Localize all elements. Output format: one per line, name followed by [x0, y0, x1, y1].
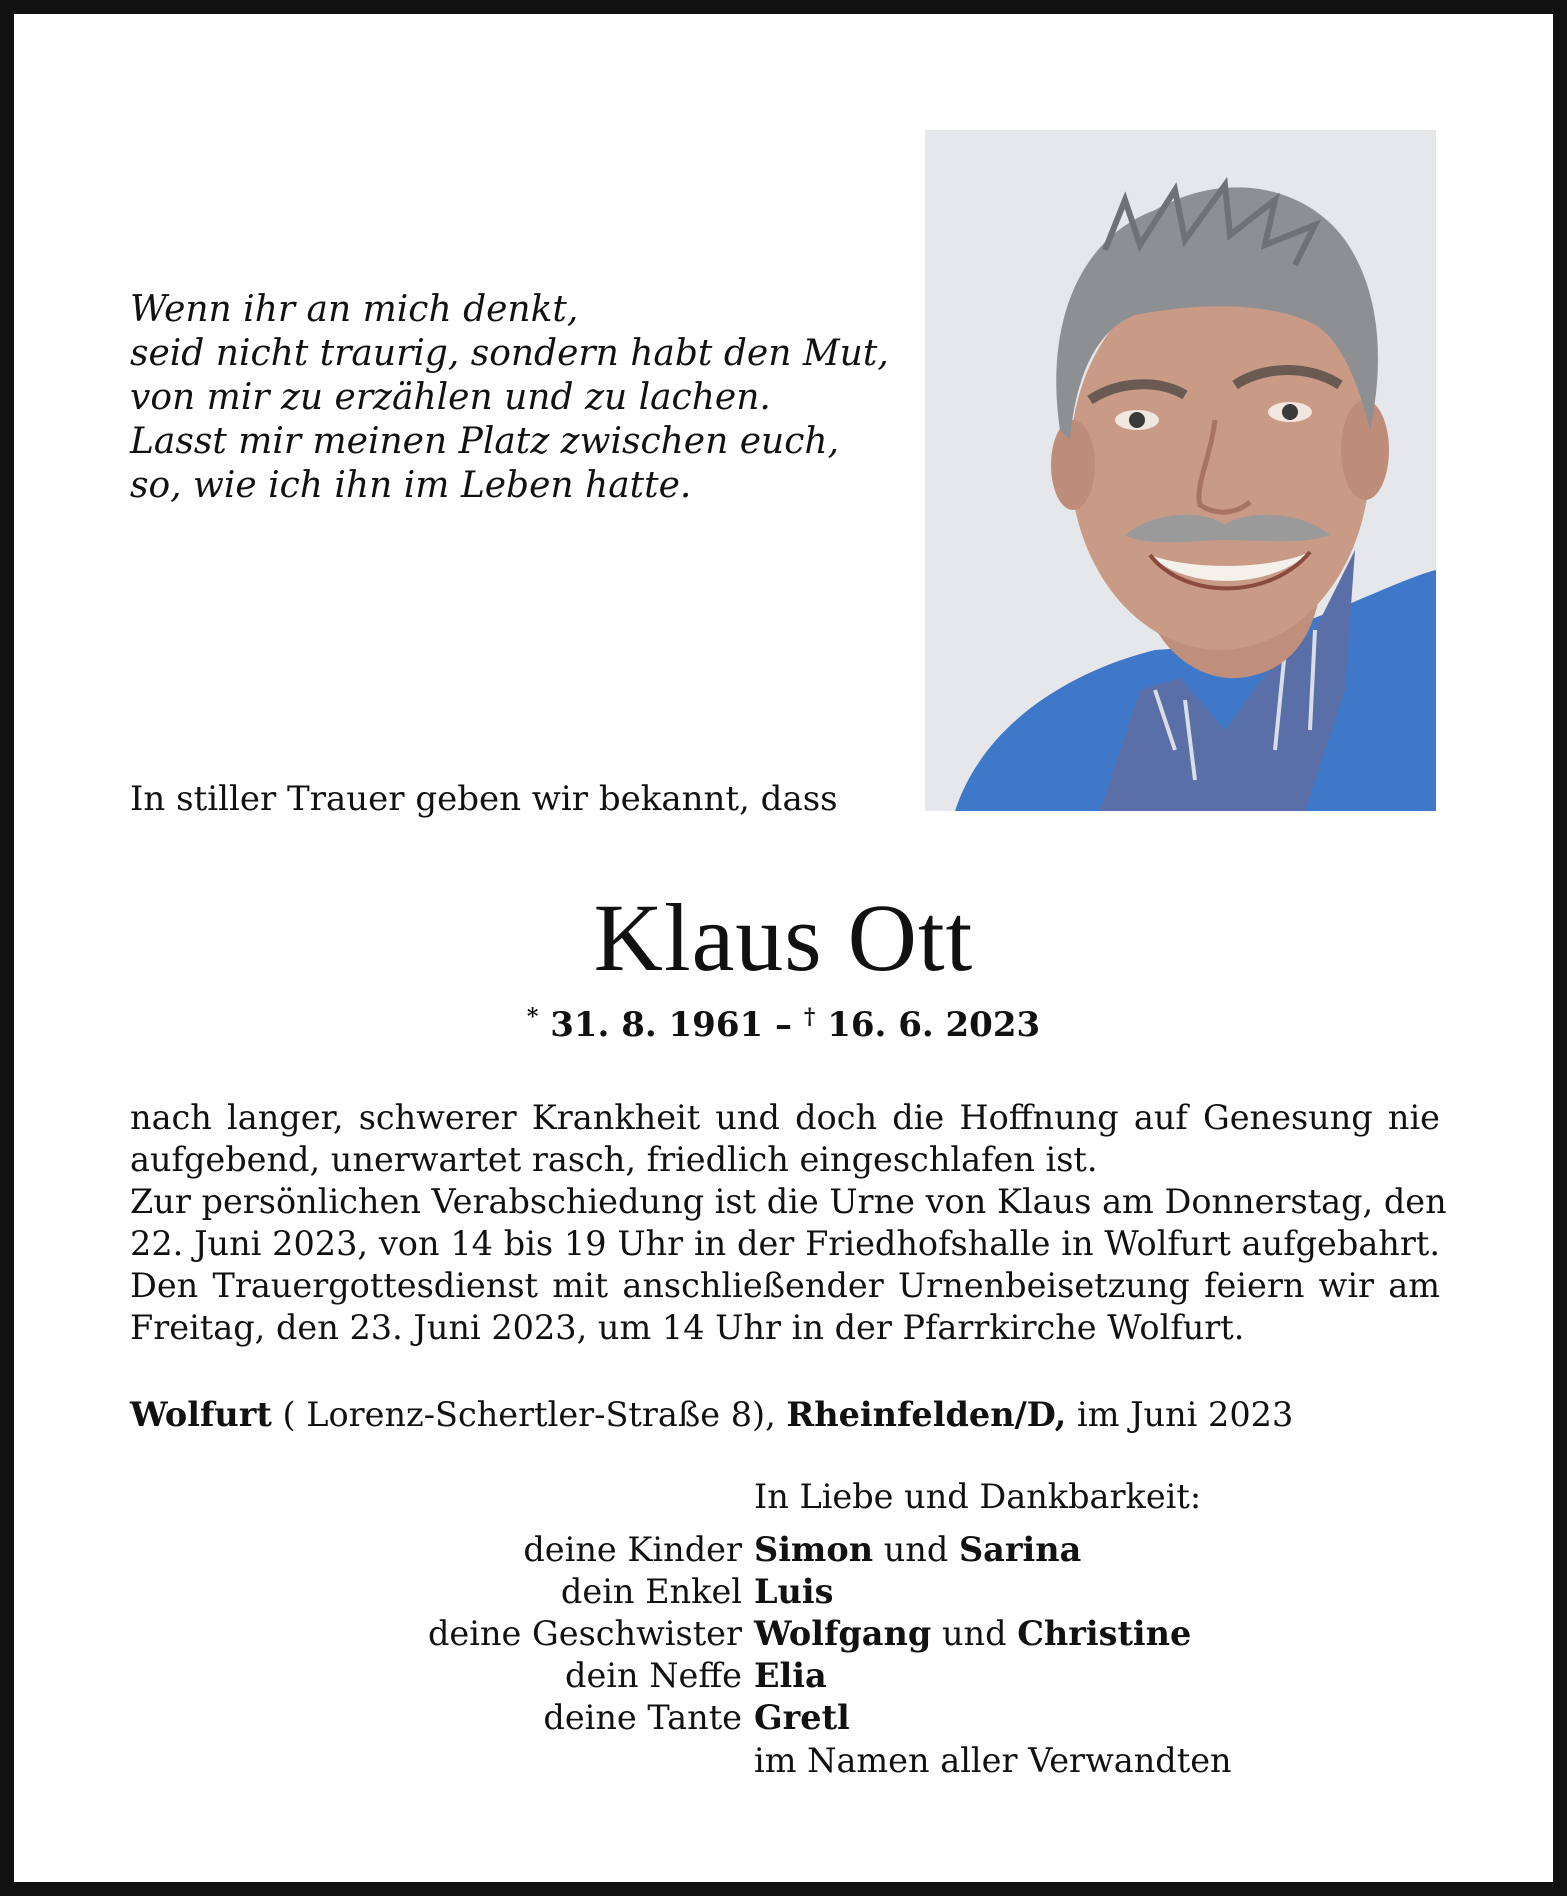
family-name: Wolfgang [754, 1614, 932, 1653]
family-name: Christine [1017, 1614, 1192, 1653]
family-row [0, 1571, 1567, 1613]
address: ( Lorenz-Schertler-Straße 8), [271, 1395, 787, 1434]
body-line: 22. Juni 2023, von 14 bis 19 Uhr in der Friedhofshalle in Wolfurt aufgebahrt. [130, 1224, 1440, 1263]
birth-symbol: * [526, 1004, 539, 1030]
town-wolfurt: Wolfurt [130, 1395, 272, 1434]
family-row [0, 1655, 1567, 1697]
family-names [754, 1697, 850, 1739]
family-relation: dein Neffe [565, 1656, 742, 1695]
month-year: im Juni 2023 [1066, 1395, 1294, 1434]
body-line: nach langer, schwerer Krankheit und doch die Hoffnung auf Genesung nie [130, 1098, 1440, 1137]
poem [130, 288, 889, 508]
town-rheinfelden: Rheinfelden/D, [786, 1395, 1067, 1434]
portrait-photo-icon [925, 130, 1436, 811]
family-names [754, 1529, 1081, 1571]
deceased-name: Klaus Ott [593, 884, 974, 991]
poem-line: Wenn ihr an mich denkt, [130, 289, 579, 330]
life-dates [0, 1003, 1567, 1047]
family-row [0, 1529, 1567, 1571]
poem-line: von mir zu erzählen und zu lachen. [130, 377, 771, 418]
body-line: Freitag, den 23. Juni 2023, um 14 Uhr in der Pfarrkirche Wolfurt. [130, 1308, 1245, 1347]
family-names [754, 1655, 827, 1697]
portrait-photo [925, 130, 1436, 811]
family-name: Simon [754, 1530, 874, 1569]
date-separator: – [763, 1005, 804, 1045]
body-line: Den Trauergottesdienst mit anschließender Urnenbeisetzung feiern wir am [130, 1266, 1440, 1305]
birth-date: 31. 8. 1961 [550, 1005, 764, 1045]
family-name: Luis [754, 1572, 834, 1611]
family-row [0, 1697, 1567, 1739]
poem-line: seid nicht traurig, sondern habt den Mut, [130, 333, 889, 374]
family-name: Sarina [958, 1530, 1082, 1569]
announcement-text [130, 1097, 1447, 1349]
death-date: 16. 6. 2023 [827, 1005, 1041, 1045]
family-conjunction: und [873, 1530, 959, 1569]
family-name: Elia [754, 1656, 827, 1695]
intro-text: In stiller Trauer geben wir bekannt, dass [130, 779, 838, 819]
death-symbol: † [803, 1004, 816, 1030]
relatives-line: im Namen aller Verwandten [754, 1741, 1232, 1780]
family-relation: deine Kinder [523, 1530, 742, 1569]
place-and-date [130, 1393, 1293, 1437]
family-name: Gretl [754, 1698, 850, 1737]
family-list [0, 1529, 1567, 1739]
family-relation: deine Tante [543, 1698, 742, 1737]
family-names [754, 1613, 1191, 1655]
family-relation: deine Geschwister [427, 1614, 742, 1653]
thanks-heading: In Liebe und Dankbarkeit: [754, 1477, 1202, 1516]
family-row [0, 1613, 1567, 1655]
poem-line: Lasst mir meinen Platz zwischen euch, [130, 421, 840, 462]
poem-line: so, wie ich ihn im Leben hatte. [130, 465, 692, 506]
family-conjunction: und [931, 1614, 1018, 1653]
body-line: aufgebend, unerwartet rasch, friedlich eingeschlafen ist. [130, 1140, 1098, 1179]
family-names [754, 1571, 834, 1613]
family-relation: dein Enkel [560, 1572, 742, 1611]
body-line: Zur persönlichen Verabschiedung ist die Urne von Klaus am Donnerstag, den [130, 1182, 1447, 1221]
